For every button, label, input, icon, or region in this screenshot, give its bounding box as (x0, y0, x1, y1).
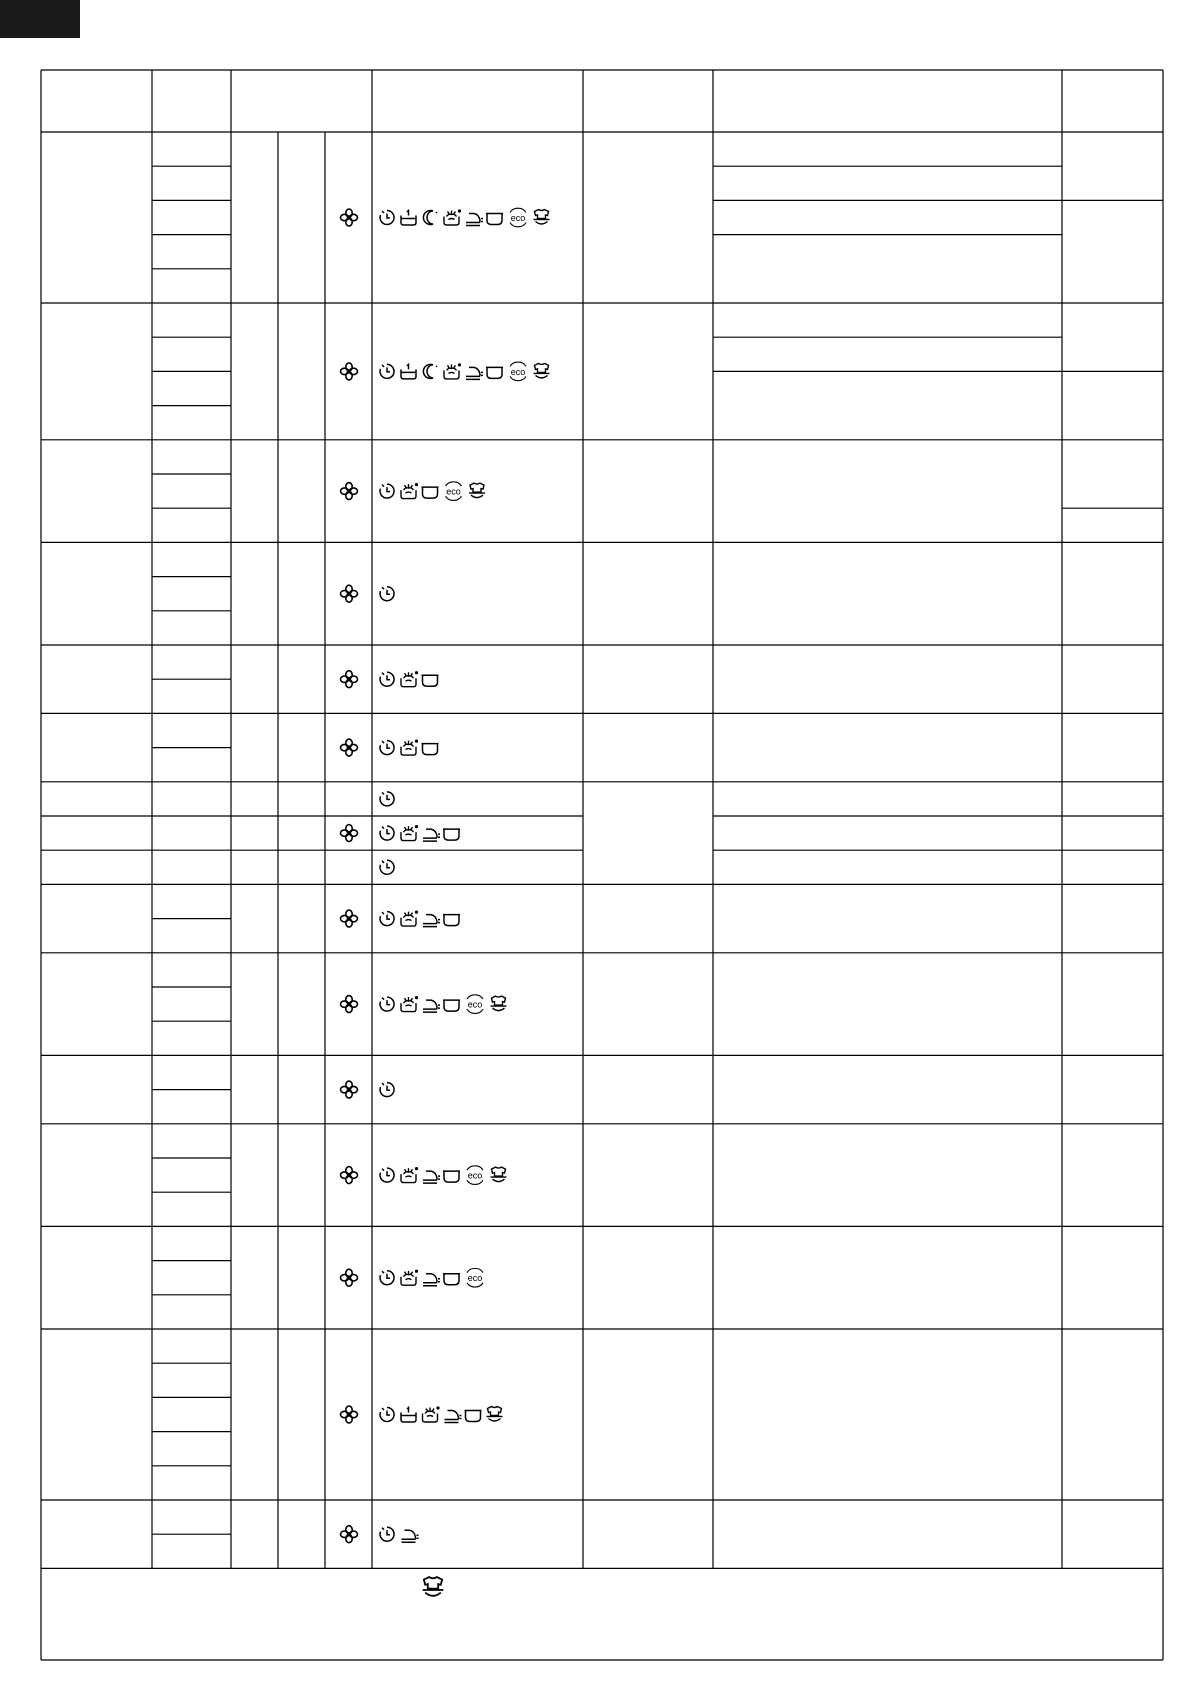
intensive-wash-icon (444, 209, 461, 225)
intensive-wash-icon (444, 363, 461, 379)
shirt-icon (534, 363, 550, 378)
tub-icon (486, 214, 503, 225)
iron-icon (423, 1274, 440, 1286)
shirt-icon (491, 1167, 507, 1182)
intensive-wash-icon (401, 1270, 418, 1286)
fan-icon (341, 1269, 358, 1286)
tub-icon (422, 744, 439, 755)
prewash-icon (401, 363, 416, 379)
fan-icon (341, 1526, 358, 1543)
eco-icon (467, 1268, 483, 1287)
fan-icon (341, 996, 358, 1013)
eco-icon (510, 362, 526, 381)
fan-icon (341, 209, 358, 226)
timer-icon (380, 672, 394, 686)
timer-icon (380, 210, 394, 224)
intensive-wash-icon (401, 825, 418, 841)
tub-icon (486, 367, 503, 378)
fan-icon (341, 671, 358, 688)
eco-icon (467, 995, 483, 1014)
tub-icon (443, 915, 460, 926)
timer-icon (380, 912, 394, 926)
iron-icon (423, 829, 440, 841)
timer-icon (380, 364, 394, 378)
intensive-wash-icon (401, 1167, 418, 1183)
iron-icon (466, 367, 483, 379)
timer-icon (380, 587, 394, 601)
intensive-wash-icon (401, 740, 418, 756)
prewash-icon (401, 210, 416, 226)
shirt-icon (469, 483, 485, 498)
timer-icon (380, 1083, 394, 1097)
timer-icon (380, 1407, 394, 1421)
fan-icon (341, 739, 358, 756)
night-icon (423, 364, 437, 378)
tub-icon (422, 487, 439, 498)
fan-icon (341, 1406, 358, 1423)
fan-icon (341, 910, 358, 927)
iron-icon (423, 915, 440, 927)
eco-icon (446, 482, 462, 501)
shirt-icon (491, 996, 507, 1011)
night-icon (423, 211, 437, 225)
timer-icon (380, 1271, 394, 1285)
eco-icon (510, 208, 526, 227)
timer-icon (380, 1168, 394, 1182)
timer-icon (380, 484, 394, 498)
timer-icon (380, 826, 394, 840)
intensive-wash-icon (401, 911, 418, 927)
tub-icon (465, 1411, 482, 1422)
tub-icon (443, 1000, 460, 1011)
tub-icon (443, 829, 460, 840)
timer-icon (380, 1527, 394, 1541)
intensive-wash-icon (401, 671, 418, 687)
intensive-wash-icon (423, 1406, 440, 1422)
iron-icon (402, 1530, 419, 1542)
timer-icon (380, 792, 394, 806)
fan-icon (341, 1081, 358, 1098)
iron-icon (423, 1000, 440, 1012)
shirt-icon (487, 1407, 503, 1422)
tub-icon (422, 675, 439, 686)
shirt-icon (423, 1577, 444, 1596)
iron-icon (445, 1411, 462, 1423)
fan-icon (341, 825, 358, 842)
shirt-icon (534, 210, 550, 225)
iron-icon (423, 1171, 440, 1183)
iron-icon (466, 214, 483, 226)
fan-icon (341, 363, 358, 380)
fan-icon (341, 1167, 358, 1184)
eco-icon (467, 1166, 483, 1185)
tub-icon (443, 1171, 460, 1182)
prewash-icon (401, 1407, 416, 1423)
fan-icon (341, 585, 358, 602)
tub-icon (443, 1274, 460, 1285)
fan-icon (341, 483, 358, 500)
intensive-wash-icon (401, 996, 418, 1012)
timer-icon (380, 860, 394, 874)
timer-icon (380, 741, 394, 755)
timer-icon (380, 997, 394, 1011)
intensive-wash-icon (401, 483, 418, 499)
